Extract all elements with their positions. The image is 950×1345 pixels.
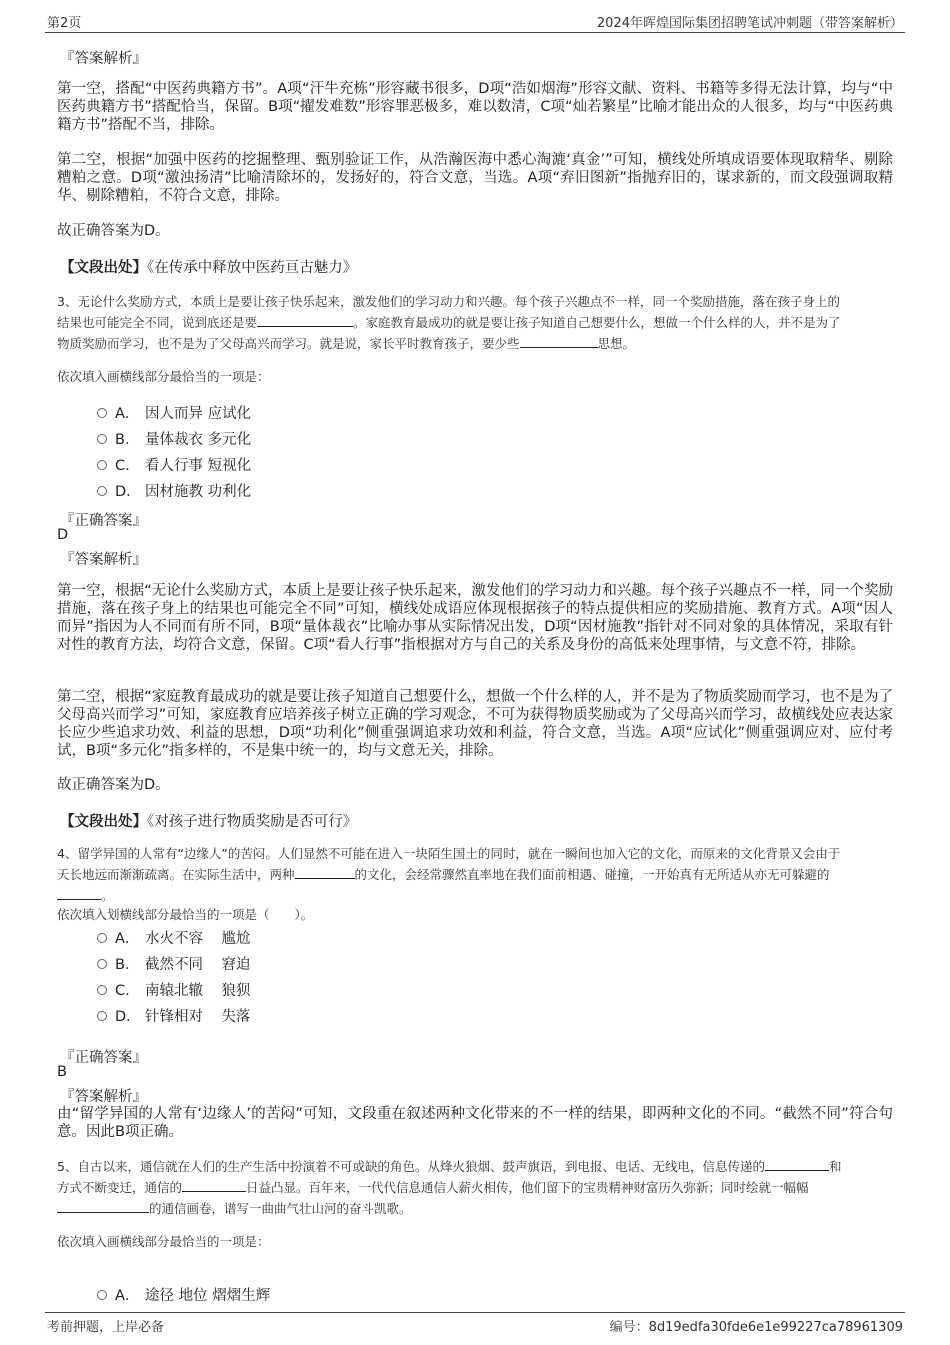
q4-correct-label: 『正确答案』 [60, 1050, 147, 1066]
q3-prompt: 依次填入画横线部分最恰当的一项是： [57, 369, 270, 384]
q3-source-label: 【文段出处】 [60, 814, 147, 830]
q4-text-line2: 天长地远而渐渐疏离。在实际生活中，两种 的文化，会经常骤然直率地在我们面前相遇、碰撞，一开始真有无所适从亦无可躲避的 [57, 867, 830, 882]
radio-icon[interactable] [97, 959, 107, 969]
q4-blank-1 [295, 866, 355, 879]
page-number: 第2页 [47, 16, 82, 31]
q5-prompt: 依次填入画横线部分最恰当的一项是： [57, 1234, 270, 1249]
q3-blank-1 [257, 314, 353, 327]
q4-text-line3: 。 [57, 885, 897, 906]
q4-option-a[interactable]: A． 水火不容 尴尬 [97, 927, 250, 948]
q5-option-a[interactable]: A． 途径 地位 熠熠生辉 [97, 1284, 270, 1305]
q2-source-label: 【文段出处】 [60, 260, 147, 276]
radio-icon[interactable] [97, 933, 107, 943]
q3-option-a[interactable]: A． 因人而异 应试化 [97, 402, 251, 423]
q2-source [60, 256, 357, 277]
q2-analysis-label: 『答案解析』 [60, 51, 147, 67]
q5-question-text [57, 1156, 897, 1219]
q5-blank-3 [57, 1200, 149, 1213]
radio-icon[interactable] [97, 1011, 107, 1021]
q4-text-line1: 4、留学异国的人常有“边缘人”的苦闷。人们显然不可能在进入一块陌生国土的同时，就在一瞬间也加入它的文化，而原来的文化背景又会由于 [57, 846, 841, 861]
q3-question-text [57, 291, 897, 354]
q2-analysis-para1: 第一空，搭配“中医药典籍方书”。A项“汗牛充栋”形容藏书很多，D项“浩如烟海”形容文献、资料、书籍等多得无法计算，均与“中医药典籍方书”搭配恰当，保留。B项“擢发难数”形容罪恶极多，难以数清，C项“灿若繁星”比喻才能出众的人很多，均与“中医药典籍方书”搭配不当，排除。 [57, 81, 893, 133]
q4-question-text [57, 843, 897, 906]
q4-blank-2 [57, 887, 101, 900]
q3-text-line2: 结果也可能完全不同，说到底还是要 。家庭教育最成功的就是要让孩子知道自己想要什么，想做一个什么样的人，并不是为了 [57, 315, 841, 330]
footer-slogan: 考前押题，上岸必备 [47, 1320, 165, 1335]
q2-source-text: 《在传承中释放中医药亘古魅力》 [147, 260, 358, 276]
footer-serial: 编号：8d19edfa30fde6e1e99227ca78961309 [609, 1320, 903, 1335]
q3-correct-label: 『正确答案』 [60, 513, 147, 529]
page-header [45, 8, 905, 33]
q5-text-line1: 5、自古以来，通信就在人们的生产生活中扮演着不可或缺的角色。从烽火狼烟、鼓声旗语，到电报、电话、无线电，信息传递的 和 [57, 1159, 842, 1174]
radio-icon[interactable] [97, 408, 107, 418]
q3-option-c[interactable]: C． 看人行事 短视化 [97, 454, 251, 475]
radio-icon[interactable] [97, 1290, 107, 1300]
radio-icon[interactable] [97, 460, 107, 470]
q3-correct-answer: D [57, 527, 69, 543]
q3-source [60, 810, 357, 831]
radio-icon[interactable] [97, 434, 107, 444]
radio-icon[interactable] [97, 985, 107, 995]
page-footer [45, 1312, 905, 1337]
q4-option-c[interactable]: C． 南辕北辙 狼狈 [97, 979, 250, 1000]
document-title: 2024年晖煌国际集团招聘笔试冲刺题（带答案解析） [596, 16, 903, 31]
q5-blank-2 [182, 1179, 246, 1192]
q5-text-line2: 方式不断变迁，通信的 日益凸显。百年来，一代代信息通信人薪火相传，他们留下的宝贵精神财富历久弥新；同时绘就一幅幅 [57, 1180, 809, 1195]
q3-option-d[interactable]: D． 因材施教 功利化 [97, 480, 251, 501]
q3-option-b[interactable]: B． 量体裁衣 多元化 [97, 428, 251, 449]
q4-option-d[interactable]: D． 针锋相对 失落 [97, 1005, 250, 1026]
q3-conclusion: 故正确答案为D。 [57, 777, 170, 793]
q3-analysis-para1: 第一空，根据“无论什么奖励方式，本质上是要让孩子快乐起来，激发他们的学习动力和兴趣。每个孩子兴趣点不一样，同一个奖励措施，落在孩子身上的结果也可能完全不同”可知，横线处成语应体现根据孩子的特点提供相应的奖励措施、教育方式。A项“因人而异”指因为人不同而有所不同，B项“量体裁衣”比喻办事从实际情况出发，D项“因材施教”指针对不同对象的具体情况，采取有针对性的教育方法，均符合文意，保留。C项“看人行事”指根据对方与自己的关系及身份的高低来处理事情，与文意不符，排除。 [57, 583, 893, 653]
q3-analysis-para2: 第二空，根据“家庭教育最成功的就是要让孩子知道自己想要什么，想做一个什么样的人，并不是为了物质奖励而学习，也不是为了父母高兴而学习”可知，家庭教育应培养孩子树立正确的学习观念，不可为获得物质奖励或为了父母高兴而学习，故横线处应表达家长应少些追求功效、利益的思想，D项“功利化”侧重强调追求功效和利益，符合文意，当选。A项“应试化”侧重强调应对、应付考试，B项“多元化”指多样的，不是集中统一的，均与文意无关，排除。 [57, 689, 893, 759]
q3-blank-2 [520, 335, 598, 348]
q4-correct-answer: B [57, 1064, 67, 1080]
q4-analysis: 由“留学异国的人常有‘边缘人’的苦闷”可知，文段重在叙述两种文化带来的不一样的结果，即两种文化的不同。“截然不同”符合句意。因此B项正确。 [57, 1106, 893, 1140]
q3-text-line3: 物质奖励而学习，也不是为了父母高兴而学习。就是说，家长平时教育孩子，要少些 思想。 [57, 336, 636, 351]
q4-analysis-label: 『答案解析』 [60, 1089, 147, 1105]
q3-source-text: 《对孩子进行物质奖励是否可行》 [147, 814, 358, 830]
q4-option-b[interactable]: B． 截然不同 窘迫 [97, 953, 250, 974]
q2-conclusion: 故正确答案为D。 [57, 223, 170, 239]
q2-analysis-para2: 第二空，根据“加强中医药的挖掘整理、甄别验证工作，从浩瀚医海中悉心淘漉‘真金’”可知，横线处所填成语要体现取精华、剔除糟粕之意。D项“激浊扬清”比喻清除坏的，发扬好的，符合文意，当选。A项“弃旧图新”指抛弃旧的，谋求新的，而文段强调取精华、剔除糟粕，不符合文意，排除。 [57, 152, 893, 204]
q5-blank-1 [765, 1158, 829, 1171]
radio-icon[interactable] [97, 486, 107, 496]
q4-prompt: 依次填入划横线部分最恰当的一项是（ ）。 [57, 907, 314, 922]
q3-text-line1: 3、无论什么奖励方式，本质上是要让孩子快乐起来，激发他们的学习动力和兴趣。每个孩子兴趣点不一样，同一个奖励措施，落在孩子身上的 [57, 294, 840, 309]
q3-analysis-label: 『答案解析』 [60, 552, 147, 568]
q5-text-line3: 的通信画卷，谱写一曲曲气壮山河的奋斗凯歌。 [57, 1198, 897, 1219]
